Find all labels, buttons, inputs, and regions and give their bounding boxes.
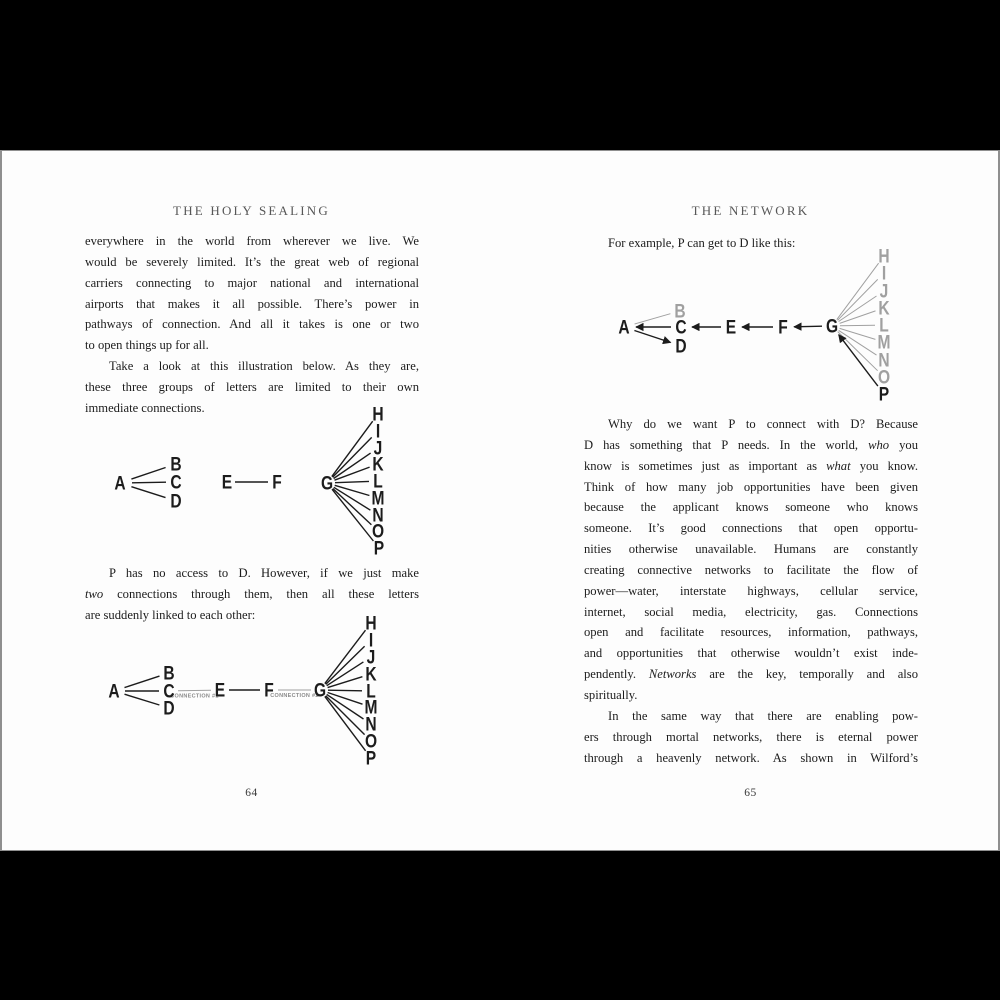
text-line: For example, P can get to D like this:: [608, 236, 796, 250]
text-line: would be severely limited. It’s the great web of regional: [85, 254, 419, 269]
diagram-node-letter: N: [365, 713, 377, 735]
diagram-node-letter: I: [375, 420, 381, 442]
text-line: because the applicant knows someone who knows: [584, 500, 918, 515]
diagram-edge: [838, 332, 878, 371]
diagram-node-letter: J: [366, 646, 376, 668]
diagram-node-letter: O: [877, 366, 891, 388]
diagram-edge: [325, 696, 366, 750]
diagram-edge: [332, 489, 373, 541]
text-line: and opportunities that otherwise wouldn’t exist inde-: [584, 646, 918, 661]
right-running-header: THE NETWORK: [691, 203, 810, 218]
text-line: Take a look at this illustration below. As they are,: [109, 359, 419, 374]
text-line: these three groups of letters are limited to their own: [85, 379, 419, 394]
diagram-node-letter: O: [364, 730, 378, 752]
diagram-edge: [335, 481, 369, 482]
diagram-node-letter: J: [879, 280, 889, 302]
diagram-node-letter: P: [365, 747, 377, 769]
text-line: Why do we want P to connect with D? Because: [608, 417, 918, 431]
diagram-node-letter: E: [221, 471, 233, 493]
diagram-edge: [839, 335, 878, 386]
right-page-number: 65: [744, 787, 757, 799]
diagram-node-letter: A: [108, 680, 120, 702]
diagram-edge: [131, 487, 165, 498]
diagram-node-letter: H: [365, 612, 377, 634]
diagram-node-letter: P: [878, 383, 890, 405]
left-body-block-1: [85, 231, 419, 419]
text-line: through a heavenly network. As shown in Wilford’s: [584, 750, 918, 765]
diagram-edge: [125, 676, 160, 688]
text-line: two connections through them, then all these letters: [85, 586, 419, 601]
diagram-edge: [132, 482, 166, 483]
diagram-node-letter: M: [364, 696, 378, 718]
right-body-block-1: [584, 414, 918, 768]
page-left: [2, 151, 501, 850]
text-line: ers through mortal networks, there is eternal power: [584, 729, 918, 744]
text-line: power—water, interstate highways, cellular service,: [584, 583, 918, 598]
diagram-edge: [794, 326, 822, 327]
left-page-number: 64: [245, 787, 258, 799]
diagram-node-letter: L: [373, 470, 383, 492]
text-line: spiritually.: [584, 687, 638, 702]
diagram-node-letter: E: [725, 316, 737, 338]
diagram-node-letter: F: [778, 316, 788, 338]
left-network-diagram-1: [92, 403, 392, 563]
right-network-path-diagram: [601, 246, 921, 411]
diagram-node-letter: P: [373, 537, 385, 559]
diagram-edge: [837, 263, 879, 319]
diagram-node-letter: G: [825, 315, 839, 337]
diagram-node-letter: F: [264, 679, 274, 701]
diagram-node-letter: K: [372, 453, 384, 475]
diagram-node-letter: O: [371, 520, 385, 542]
page-right: [501, 151, 1000, 850]
diagram-edge: [178, 690, 211, 691]
book-spread: [0, 150, 1000, 851]
diagram-node-letter: K: [878, 297, 890, 319]
diagram-node-letter: K: [365, 663, 377, 685]
diagram-node-letter: F: [272, 471, 282, 493]
diagram-edge: [634, 331, 670, 343]
diagram-node-letter: C: [675, 316, 687, 338]
diagram-edge: [840, 325, 875, 326]
diagram-node-letter: D: [163, 697, 175, 719]
diagram-node-letter: H: [878, 245, 890, 267]
text-line: creating connective networks to facilitate the flow of: [584, 562, 918, 577]
text-line: are suddenly linked to each other:: [85, 607, 256, 622]
diagram-node-letter: L: [879, 314, 889, 336]
diagram-edge: [325, 630, 366, 683]
diagram-node-letter: B: [674, 300, 686, 322]
diagram-node-letter: H: [372, 403, 384, 425]
diagram-node-letter: M: [371, 487, 385, 509]
text-line: pendently. Networks are the key, temporally and also: [584, 667, 918, 682]
diagram-node-letter: M: [877, 331, 891, 353]
diagram-node-letter: E: [214, 679, 226, 701]
text-line: P has no access to D. However, if we just make: [109, 566, 419, 580]
diagram-edge: [635, 314, 671, 324]
diagram-node-letter: B: [170, 453, 182, 475]
text-line: airports that makes it all possible. There’s power in: [85, 296, 419, 311]
text-line: to open things up for all.: [85, 338, 209, 353]
text-line: someone. It’s good connections that open opportu-: [584, 521, 918, 536]
text-line: Think of how many job opportunities have been given: [584, 479, 918, 494]
diagram-node-letter: G: [313, 679, 327, 701]
text-line: know is sometimes just as important as what you know.: [584, 458, 918, 473]
diagram-node-letter: G: [320, 472, 334, 494]
diagram-edge: [125, 694, 160, 705]
diagram-edge: [328, 690, 362, 691]
diagram-node-letter: I: [881, 262, 887, 284]
text-line: immediate connections.: [85, 400, 205, 415]
diagram-node-letter: D: [170, 490, 182, 512]
connection-label: CONNECTION #1: [170, 693, 219, 700]
text-line: internet, social media, electricity, gas. Connections: [584, 604, 918, 619]
diagram-edge: [838, 279, 878, 320]
text-line: everywhere in the world from wherever we live. We: [85, 234, 419, 248]
text-line: carriers connecting to major national and international: [85, 275, 419, 290]
diagram-node-letter: A: [114, 472, 126, 494]
text-line: In the same way that there are enabling pow-: [608, 708, 918, 723]
left-running-header: THE HOLY SEALING: [173, 203, 330, 218]
text-line: open and facilitate resources, information, pathways,: [584, 625, 918, 640]
diagram-node-letter: J: [373, 437, 383, 459]
text-line: nities otherwise unavailable. Humans are constantly: [584, 542, 918, 557]
left-network-diagram-2: [90, 613, 390, 773]
diagram-node-letter: C: [163, 680, 175, 702]
text-line: D has something that P needs. In the world, who you: [584, 437, 918, 452]
diagram-node-letter: I: [368, 629, 374, 651]
diagram-node-letter: B: [163, 662, 175, 684]
diagram-node-letter: N: [372, 504, 384, 526]
diagram-node-letter: L: [366, 680, 376, 702]
diagram-edge: [333, 437, 372, 477]
diagram-node-letter: A: [618, 316, 630, 338]
text-line: pathways of connection. And all it takes is one or two: [85, 317, 419, 332]
diagram-edge: [131, 468, 165, 480]
connection-label: CONNECTION #2: [270, 693, 319, 699]
diagram-node-letter: C: [170, 471, 182, 493]
diagram-node-letter: N: [878, 349, 890, 371]
diagram-node-letter: D: [675, 335, 687, 357]
